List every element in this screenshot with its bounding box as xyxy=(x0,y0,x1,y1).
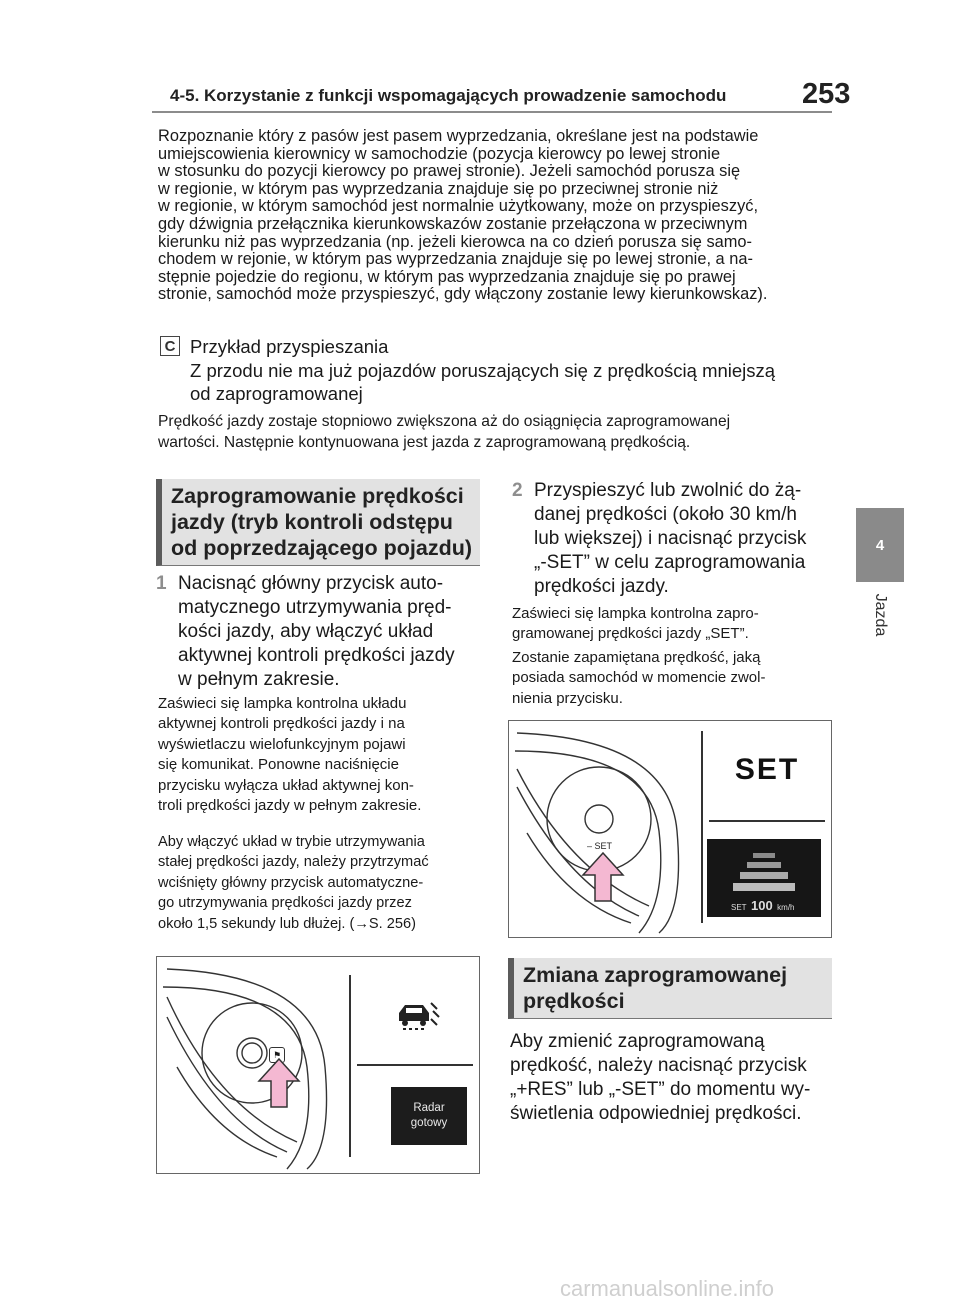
example-badge: C xyxy=(160,336,180,356)
watermark: carmanualsonline.info xyxy=(560,1276,775,1301)
intro-paragraph: Rozpoznanie który z pasów jest pasem wyprzedzania, określane jest na podstawie umiejscowienia kierownicy w samochodzie (pozycja kierowcy po lewej stronie w stosunku do pozycji kierowcy po prawej stronie). Jeżeli samochód porusza się w regionie, w którym pas wyprzedzania znajduje się po przeciwnej stronie niż w regionie, w którym samochód jest normalnie użytkowany, może on przyspieszyć, gdy dźwignia przełącznika kierunkowskazów zostanie przełączona w przeciwnym kierunku niż pas wyprzedzania (np. jeżeli kierowca na co dzień porusza się samo- chodem w rejonie, w którym pas wyprzedzania znajduje się po lewej stronie, a na- stępnie pojedzie do regionu, w którym pas wyprzedzania znajduje się po prawej stronie, samochód może przyspieszyć, gdy włączony zostanie lewy kierunkowskaz). xyxy=(158,127,768,304)
set-indicator-text: SET xyxy=(734,753,800,786)
figure-set-speed xyxy=(508,720,832,938)
step-number: 2 xyxy=(512,480,523,501)
figure-radar-ready xyxy=(156,956,480,1174)
step-2-note-2: Zostanie zapamiętana prędkość, jaką posiada samochód w momencie zwol- nienia przycisku. xyxy=(512,649,766,707)
step-2: 2 Przyspieszyć lub zwolnić do żą- danej prędkości (około 30 km/h lub większej) i nacisnąć przycisk „-SET” w celu zaprogramowania prędkości jazdy. xyxy=(512,480,807,597)
change-speed-paragraph: Aby zmienić zaprogramowaną prędkość, należy nacisnąć przycisk „+RES” lub „-SET” do momentu wy- świetlenia odpowiedniej prędkości. xyxy=(510,1031,811,1124)
radar-cruise-icon xyxy=(393,995,441,1035)
step-1-note: Zaświeci się lampka kontrolna układu aktywnej kontroli prędkości jazdy i na wyświetlaczu wielofunkcyjnym pojawi się komunikat. Ponowne naciśnięcie przycisku wyłącza układ aktywnej kon- troli prędkości jazdy w pełnym zakresie. xyxy=(158,695,422,815)
arrow-pointer-icon xyxy=(581,851,625,903)
chapter-tab: 4 xyxy=(856,508,904,582)
arrow-pointer-icon xyxy=(257,1057,301,1109)
chapter-title: 4-5. Korzystanie z funkcji wspomagających prowadzenie samochodu xyxy=(170,86,727,105)
page-number: 253 xyxy=(802,78,851,110)
distance-bars-icon xyxy=(729,849,799,893)
cruise-main-button: ⚑ xyxy=(269,1047,285,1063)
multi-info-display xyxy=(707,839,821,917)
step-number: 1 xyxy=(156,573,167,594)
radar-ready-display: Radar gotowy xyxy=(391,1087,467,1145)
step-1-note-2: Aby włączyć układ w trybie utrzymywania stałej prędkości jazdy, należy przytrzymać wciśnięty główny przycisk automatyczne- go utrzymywania prędkości jazdy przez około 1,5 sekundy lub dłużej. (→S. 256) xyxy=(158,834,429,932)
example-note: Prędkość jazdy zostaje stopniowo zwiększona aż do osiągnięcia zaprogramowanej wartości. Następnie kontynuowana jest jazda z zaprogramowaną prędkością. xyxy=(158,413,731,451)
example-text: Przykład przyspieszania Z przodu nie ma już pojazdów poruszających się z prędkością mniejszą od zaprogramowanej xyxy=(190,336,776,404)
section-heading-change-speed: Zmiana zaprogramowanej prędkości xyxy=(508,958,832,1019)
header-rule xyxy=(152,111,832,113)
chapter-tab-label: Jazda xyxy=(872,593,889,637)
step-2-note: Zaświeci się lampka kontrolna zapro- gramowanej prędkości jazdy „SET”. xyxy=(512,605,759,643)
step-1: 1 Nacisnąć główny przycisk auto- matycznego utrzymywania pręd- kości jazdy, aby włączyć układ aktywnej kontroli prędkości jazdy w pełnym zakresie. xyxy=(156,573,455,690)
set-button-label: – SET xyxy=(587,841,613,851)
section-heading-set-speed: Zaprogramowanie prędkości jazdy (tryb kontroli odstępu od poprzedzającego pojazdu) xyxy=(156,479,480,566)
set-speed-readout: SET 100 km/h xyxy=(731,898,795,913)
